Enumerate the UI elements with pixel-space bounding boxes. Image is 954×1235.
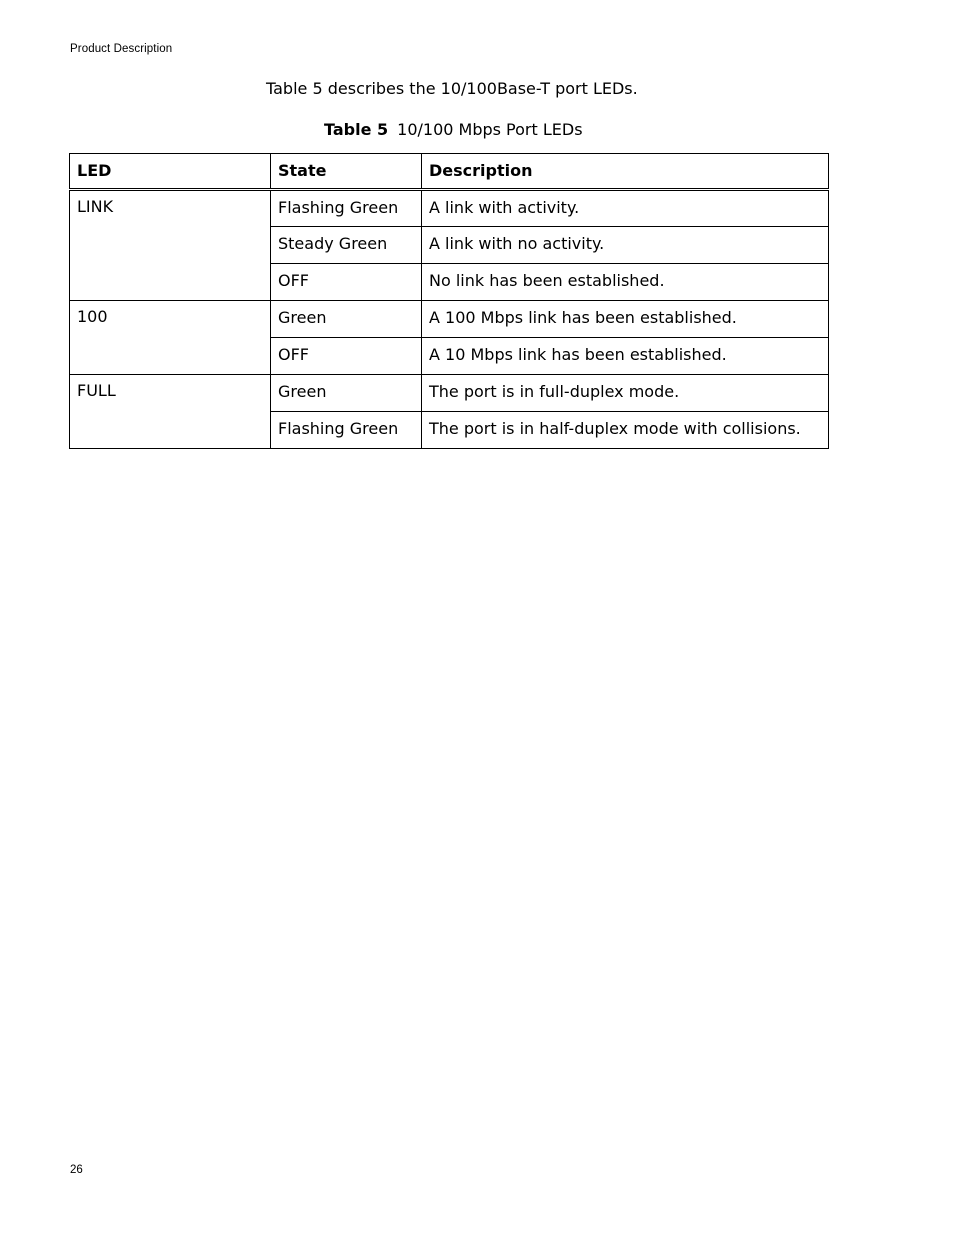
led-cell-100: 100	[70, 301, 271, 375]
table-header-row	[70, 154, 829, 190]
table-row	[70, 375, 829, 412]
state-cell: OFF	[271, 264, 422, 301]
column-header-description: Description	[422, 154, 829, 190]
description-cell: A 10 Mbps link has been established.	[422, 338, 829, 375]
table-row	[70, 301, 829, 338]
intro-paragraph: Table 5 describes the 10/100Base-T port LEDs.	[266, 79, 638, 98]
state-cell: Green	[271, 301, 422, 338]
led-cell-full: FULL	[70, 375, 271, 449]
description-cell: A link with no activity.	[422, 227, 829, 264]
state-cell: OFF	[271, 338, 422, 375]
table-row	[70, 190, 829, 227]
table-caption-number: Table 5	[324, 120, 389, 139]
description-cell: A link with activity.	[422, 190, 829, 227]
description-cell: The port is in half-duplex mode with collisions.	[422, 412, 829, 449]
column-header-state: State	[271, 154, 422, 190]
state-cell: Green	[271, 375, 422, 412]
led-table	[69, 153, 829, 449]
running-header: Product Description	[70, 43, 173, 55]
description-cell: No link has been established.	[422, 264, 829, 301]
table-caption-title: 10/100 Mbps Port LEDs	[397, 120, 583, 139]
state-cell: Flashing Green	[271, 190, 422, 227]
led-cell-link: LINK	[70, 190, 271, 301]
state-cell: Steady Green	[271, 227, 422, 264]
table-caption	[324, 120, 583, 139]
description-cell: A 100 Mbps link has been established.	[422, 301, 829, 338]
column-header-led: LED	[70, 154, 271, 190]
state-cell: Flashing Green	[271, 412, 422, 449]
page-number: 26	[70, 1164, 83, 1176]
description-cell: The port is in full-duplex mode.	[422, 375, 829, 412]
